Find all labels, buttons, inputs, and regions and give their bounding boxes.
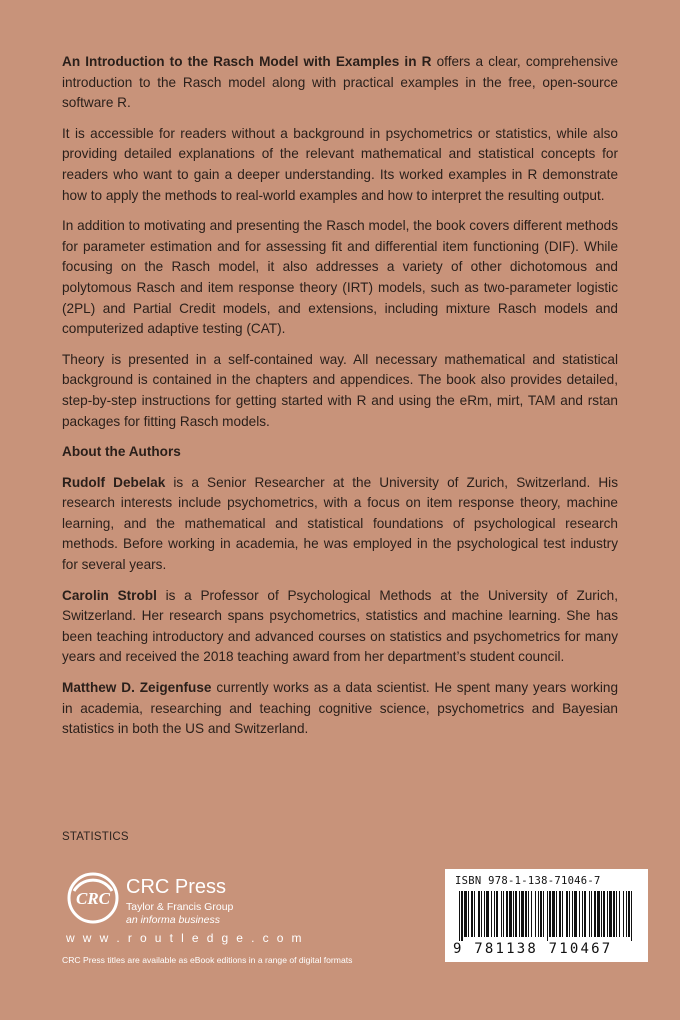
author-bio-text-1: is a Senior Researcher at the University of Zurich, Switzerland. His research interests include psychometrics, with a focus on item response theory, machine learning, and the mathematical and statistical foundations of psychological research methods. Before working in academia, he was employed in the psychological test industry for several years. (62, 474, 618, 573)
barcode-bar (574, 891, 577, 937)
author-name-1: Rudolf Debelak (62, 474, 166, 490)
publisher-block (62, 868, 362, 978)
barcode-bar (613, 891, 615, 937)
blurb-paragraph-1 (62, 52, 618, 114)
publisher-name: CRC Press (126, 876, 227, 898)
publisher-informa: an informa business (126, 914, 220, 926)
barcode-bar (540, 891, 542, 937)
book-title: An Introduction to the Rasch Model with Examples in R (62, 54, 432, 69)
barcode-bar (626, 891, 627, 937)
isbn-label: ISBN 978-1-138-71046-7 (455, 875, 601, 887)
barcode-bar (603, 891, 605, 937)
barcode-bar (623, 891, 624, 937)
barcode-bar (616, 891, 617, 937)
barcode-bar (628, 891, 630, 937)
category-label: STATISTICS (62, 831, 129, 843)
barcode-bar (619, 891, 620, 937)
blurb-p1-text: offers a clear, comprehensive introduction to the Rasch model along with practical examples in the free, open-source software R. (62, 54, 618, 111)
publisher-url: w w w . r o u t l e d g e . c o m (66, 931, 304, 945)
publisher-subtitle (126, 901, 233, 927)
author-bio-text-3: currently works as a data scientist. He spent many years working in academia, researching and teaching cognitive science, psychometrics and Bayesian statistics in both the US and Switzerland. (62, 680, 619, 737)
barcode-bar (572, 891, 573, 937)
barcode-bar (562, 891, 563, 937)
barcode-bar (509, 891, 512, 937)
barcode-bar (506, 891, 508, 937)
barcode-bar (631, 891, 632, 941)
barcode-bar (474, 891, 475, 937)
barcode-bar (521, 891, 524, 937)
barcode-bar (468, 891, 469, 937)
barcode-bar (609, 891, 612, 937)
barcode-bar (471, 891, 473, 937)
author-bio-2 (62, 586, 618, 668)
barcode-box (445, 869, 648, 962)
barcode-bar (501, 891, 502, 937)
barcode-bar (549, 891, 551, 937)
barcode-bar (584, 891, 586, 937)
barcode-digits: 9 781138 710467 (453, 941, 613, 957)
barcode-bar (491, 891, 492, 937)
barcode-bar (459, 891, 460, 941)
barcode-bar (579, 891, 580, 937)
author-name-3: Matthew D. Zeigenfuse (62, 680, 212, 696)
barcode-bar (591, 891, 592, 937)
barcode-bar (503, 891, 504, 937)
back-cover-text (62, 52, 618, 750)
barcode-bar (607, 891, 608, 937)
author-bio-3 (62, 678, 618, 740)
barcode-bar (461, 891, 463, 941)
barcode-bar (531, 891, 532, 937)
barcode-bar (525, 891, 527, 937)
barcode-bar (481, 891, 482, 937)
barcode-bar (589, 891, 590, 937)
barcode-bar (494, 891, 495, 937)
blurb-paragraph-4: Theory is presented in a self-contained way. All necessary mathematical and statistical background is contained in the chapters and appendices. The book also provides detailed, step-by-step instructions for getting started with R and using the eRm, mirt, TAM and rstan packages for fitting Rasch models. (62, 351, 618, 429)
barcode-bar (496, 891, 498, 937)
barcode-bar (486, 891, 489, 937)
barcode-bar (535, 891, 536, 937)
blurb-paragraph-3: In addition to motivating and presenting the Rasch model, the book covers different methods for parameter estimation and for assessing fit and differential item functioning (DIF). While focusing on the Rasch model, it also addresses a variety of other dichotomous and polytomous Rasch and item response theory (IRT) models, such as two-parameter logistic (2PL) and Partial Credit models, and extensions, including mixture Rasch models and computerized adaptive testing (CAT). (62, 218, 618, 337)
barcode-bar (464, 891, 467, 937)
ebook-note: CRC Press titles are available as eBook editions in a range of digital formats (62, 955, 353, 965)
barcode-bar (538, 891, 539, 937)
barcode-bar (601, 891, 602, 937)
barcode-bar (552, 891, 555, 937)
barcode-bar (597, 891, 600, 937)
publisher-group: Taylor & Francis Group (126, 901, 234, 913)
barcode-bar (594, 891, 596, 937)
barcode-bar (528, 891, 529, 937)
author-bio-text-2: is a Professor of Psychological Methods at the University of Zurich, Switzerland. Her research spans psychometrics, statistics and machine learning. She has been teaching introductory and advanced courses on statistics and psychometrics for many years and received the 2018 teaching award from her department’s student council. (62, 587, 618, 665)
about-authors-heading: About the Authors (62, 444, 181, 460)
barcode-bar (478, 891, 480, 937)
barcode-bar (519, 891, 520, 937)
barcode-icon (457, 891, 637, 941)
barcode-bar (559, 891, 561, 937)
barcode-bar (543, 891, 544, 937)
author-bio-1 (62, 473, 618, 576)
barcode-bar (515, 891, 517, 937)
barcode-bar (547, 891, 548, 941)
barcode-bar (513, 891, 514, 937)
blurb-paragraph-2: It is accessible for readers without a background in psychometrics or statistics, while also providing detailed explanations of the relevant mathematical and statistical concepts for readers who want to gain a deeper understanding. Its worked examples in R demonstrate how to apply the methods to real-world examples and how to interpret the resulting output. (62, 125, 618, 203)
barcode-bar (569, 891, 570, 937)
author-name-2: Carolin Strobl (62, 587, 157, 603)
crc-logo-text: CRC (75, 889, 111, 908)
crc-logo-icon (66, 871, 120, 925)
barcode-bar (484, 891, 485, 937)
barcode-bar (566, 891, 568, 937)
barcode-bar (582, 891, 583, 937)
barcode-bar (556, 891, 557, 937)
